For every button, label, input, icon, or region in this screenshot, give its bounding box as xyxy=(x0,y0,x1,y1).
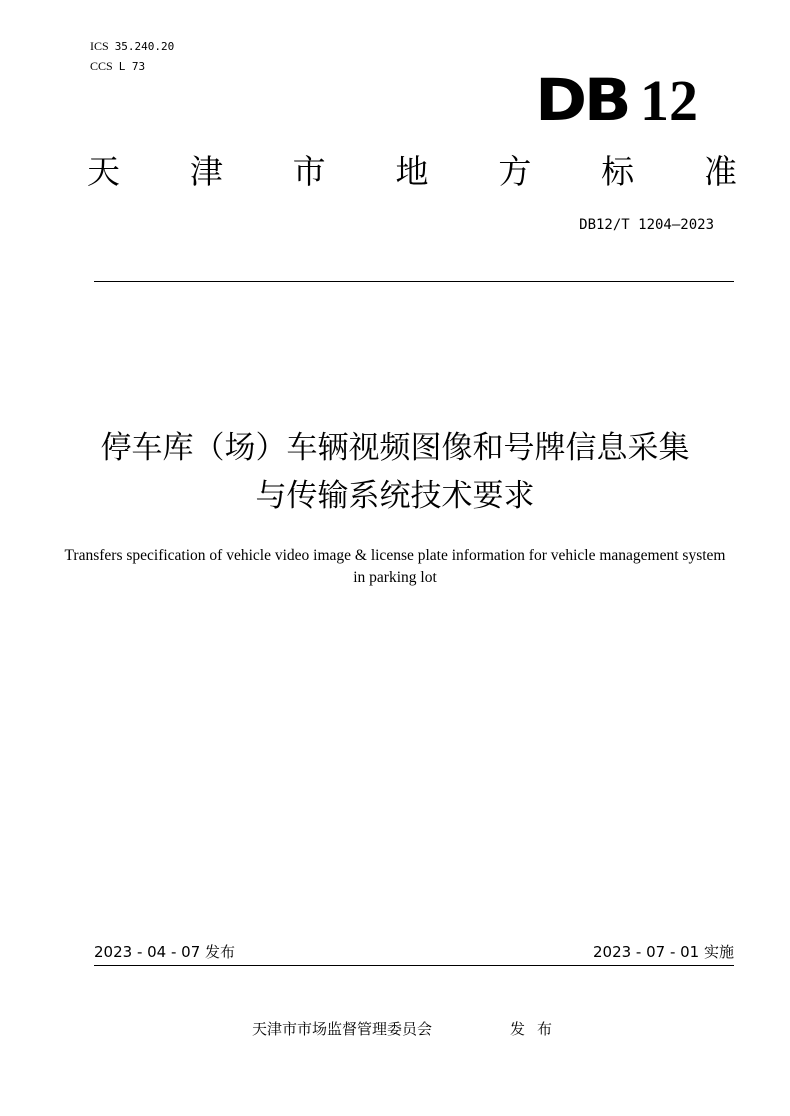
ccs-classification xyxy=(90,59,145,74)
db-logo-number: 12 xyxy=(640,68,698,133)
ccs-code: L 73 xyxy=(118,60,146,73)
standard-title-char: 津 xyxy=(189,152,223,191)
ics-label: ICS xyxy=(90,39,109,53)
effective-date: 2023 - 07 - 01 实施 xyxy=(592,943,734,961)
document-title-en: Transfers specification of vehicle video image & license plate information for vehicle management system in parking lot xyxy=(64,547,726,586)
issue-date: 2023 - 04 - 07 发布 xyxy=(94,943,236,961)
standard-title-char: 方 xyxy=(498,152,532,191)
standard-title-char: 标 xyxy=(601,152,635,191)
publish-label: 发布 xyxy=(510,1020,565,1038)
top-divider xyxy=(94,281,734,282)
db-logo xyxy=(534,66,698,145)
standard-title-char: 天 xyxy=(87,152,120,191)
ccs-label: CCS xyxy=(90,59,113,73)
ics-code: 35.240.20 xyxy=(114,40,175,53)
standard-category-title xyxy=(87,150,737,194)
standard-number: DB12/T 1204—2023 xyxy=(579,217,714,233)
standard-title-char: 准 xyxy=(703,152,737,191)
standard-title-char: 市 xyxy=(292,152,326,191)
standard-title-char: 地 xyxy=(395,152,429,191)
db-logo-letters: DB xyxy=(534,66,628,134)
document-title-cn-line1: 停车库（场）车辆视频图像和号牌信息采集 xyxy=(100,430,690,466)
ics-classification xyxy=(90,39,174,54)
publisher-name: 天津市市场监督管理委员会 xyxy=(252,1020,433,1038)
bottom-divider xyxy=(94,965,734,966)
document-title-cn-line2: 与传输系统技术要求 xyxy=(255,478,535,514)
